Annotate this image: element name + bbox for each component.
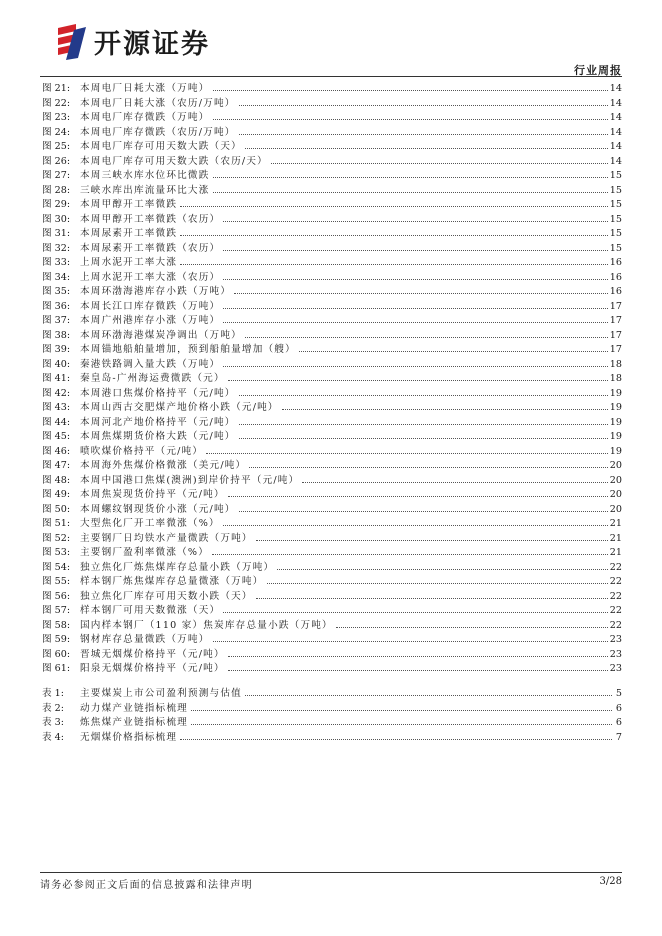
entry-label: 图 33: (42, 257, 71, 268)
entry-label: 图 36: (42, 300, 71, 312)
entry-page: 20 (609, 503, 622, 515)
entry-label: 图 58: (42, 619, 71, 631)
footer-disclaimer: 请务必参阅正文后面的信息披露和法律声明 (40, 880, 253, 891)
dot-leader (245, 148, 608, 149)
figure-entry[interactable] (42, 474, 622, 489)
entry-page: 18 (609, 358, 622, 370)
entry-title: 三峡水库出库流量环比大涨 (80, 184, 210, 196)
entry-title: 本周海外焦煤价格微涨（美元/吨） (80, 460, 247, 471)
figure-entry[interactable] (42, 445, 622, 460)
entry-label: 图 50: (42, 503, 71, 515)
entry-page: 17 (609, 329, 622, 341)
entry-label: 图 26: (42, 155, 71, 167)
entry-label: 图 61: (42, 663, 71, 674)
entry-label: 图 32: (42, 242, 71, 254)
dot-leader (239, 511, 608, 512)
entry-page: 15 (609, 170, 622, 181)
dot-leader (180, 206, 608, 207)
entry-label: 表 1: (42, 688, 64, 699)
entry-label: 图 39: (42, 344, 71, 355)
entry-label: 图 25: (42, 141, 71, 152)
dot-leader (271, 163, 608, 164)
dot-leader (213, 177, 608, 178)
dot-leader (277, 569, 607, 570)
entry-page: 16 (609, 271, 622, 283)
entry-title: 本周三峡水库水位环比微跌 (80, 170, 210, 181)
dot-leader (239, 395, 608, 396)
entry-title: 本周尿素开工率微跌 (80, 228, 178, 239)
figure-entry[interactable] (42, 82, 622, 97)
entry-label: 图 60: (42, 648, 71, 660)
entry-title: 阳泉无烟煤价格持平（元/吨） (80, 663, 225, 674)
dot-leader (239, 105, 608, 106)
entry-title: 主要钢厂盈利率微涨（%） (80, 547, 210, 558)
entry-label: 图 56: (42, 590, 71, 602)
entry-label: 图 35: (42, 286, 71, 297)
figure-entry[interactable] (42, 633, 622, 648)
entry-title: 晋城无烟煤价格持平（元/吨） (80, 648, 225, 660)
dot-leader (191, 710, 612, 711)
entry-label: 图 40: (42, 358, 71, 370)
entry-label: 图 51: (42, 518, 71, 529)
entry-page: 14 (609, 126, 622, 138)
figure-entry[interactable] (42, 488, 622, 503)
dot-leader (239, 424, 608, 425)
table-entry[interactable] (42, 702, 622, 717)
entry-page: 7 (615, 731, 622, 743)
dot-leader (228, 380, 608, 381)
entry-page: 17 (609, 344, 622, 355)
figure-entry[interactable] (42, 198, 622, 213)
entry-page: 14 (609, 83, 622, 94)
entry-page: 19 (609, 402, 622, 413)
dot-leader (223, 525, 608, 526)
entry-page: 14 (609, 97, 622, 109)
figure-entry[interactable] (42, 575, 622, 590)
company-logo (54, 22, 210, 61)
dot-leader (223, 221, 607, 222)
entry-title: 本周电厂日耗大涨（万吨） (80, 83, 210, 94)
figure-entry[interactable] (42, 256, 622, 271)
figure-entry[interactable] (42, 314, 622, 329)
entry-page: 20 (609, 460, 622, 471)
table-list (42, 687, 622, 745)
entry-title: 本周环渤海港库存小跌（万吨） (80, 286, 232, 297)
figure-entry[interactable] (42, 126, 622, 141)
entry-title: 秦港铁路调入量大跌（万吨） (80, 358, 221, 370)
dot-leader (213, 192, 608, 193)
entry-title: 本周港口焦煤价格持平（元/吨） (80, 387, 236, 399)
entry-label: 图 28: (42, 184, 71, 196)
figure-entry[interactable] (42, 430, 622, 445)
dot-leader (228, 496, 608, 497)
entry-page: 22 (609, 605, 622, 616)
entry-label: 图 37: (42, 315, 71, 326)
figure-entry[interactable] (42, 184, 622, 199)
entry-label: 图 29: (42, 199, 71, 210)
dot-leader (256, 540, 608, 541)
dot-leader (223, 366, 607, 367)
table-entry[interactable] (42, 687, 622, 702)
entry-page: 5 (615, 688, 622, 699)
dot-leader (299, 351, 608, 352)
entry-page: 15 (609, 213, 622, 225)
dot-leader (223, 612, 607, 613)
figure-entry[interactable] (42, 401, 622, 416)
figure-entry[interactable] (42, 155, 622, 170)
entry-title: 上周水泥开工率大涨 (80, 257, 178, 268)
dot-leader (191, 724, 612, 725)
entry-page: 19 (609, 431, 622, 442)
figure-entry[interactable] (42, 358, 622, 373)
entry-title: 本周电厂库存微跌（万吨） (80, 112, 210, 123)
dot-leader (223, 322, 607, 323)
figure-entry[interactable] (42, 648, 622, 663)
entry-page: 15 (609, 199, 622, 210)
figure-entry[interactable] (42, 503, 622, 518)
entry-page: 16 (609, 286, 622, 297)
entry-page: 22 (609, 561, 622, 573)
report-type: 行业周报 (574, 64, 622, 77)
entry-label: 图 23: (42, 112, 71, 123)
dot-leader (239, 438, 608, 439)
entry-title: 样本钢厂可用天数微涨（天） (80, 605, 221, 616)
dot-leader (180, 739, 612, 740)
dot-leader (180, 235, 608, 236)
figure-entry[interactable] (42, 416, 622, 431)
logo-mark-icon (54, 24, 88, 60)
dot-leader (213, 90, 608, 91)
entry-page: 14 (609, 155, 622, 167)
entry-title: 无烟煤价格指标梳理 (80, 731, 178, 743)
figure-entry[interactable] (42, 662, 622, 677)
figure-entry[interactable] (42, 242, 622, 257)
entry-label: 图 34: (42, 271, 71, 283)
entry-label: 图 27: (42, 170, 71, 181)
entry-page: 22 (609, 590, 622, 602)
entry-title: 独立焦化厂炼焦煤库存总量小跌（万吨） (80, 561, 275, 573)
figure-entry[interactable] (42, 169, 622, 184)
figure-entry[interactable] (42, 619, 622, 634)
entry-page: 23 (609, 634, 622, 645)
entry-label: 图 41: (42, 373, 71, 384)
entry-page: 16 (609, 257, 622, 268)
entry-page: 22 (609, 576, 622, 587)
entry-label: 图 24: (42, 126, 71, 138)
entry-label: 图 30: (42, 213, 71, 225)
entry-page: 14 (609, 141, 622, 152)
entry-label: 图 57: (42, 605, 71, 616)
table-entry[interactable] (42, 716, 622, 731)
entry-page: 20 (609, 474, 622, 486)
entry-label: 图 31: (42, 228, 71, 239)
entry-page: 17 (609, 315, 622, 326)
entry-page: 19 (609, 445, 622, 457)
figure-entry[interactable] (42, 532, 622, 547)
entry-label: 图 22: (42, 97, 71, 109)
dot-leader (282, 409, 608, 410)
dot-leader (239, 134, 608, 135)
entry-title: 本周焦炭现货价持平（元/吨） (80, 489, 225, 500)
entry-title: 主要煤炭上市公司盈利预测与估值 (80, 688, 242, 699)
figure-entry[interactable] (42, 517, 622, 532)
entry-title: 本周电厂日耗大涨（农历/万吨） (80, 97, 236, 109)
entry-page: 15 (609, 184, 622, 196)
dot-leader (223, 308, 607, 309)
entry-page: 22 (609, 619, 622, 631)
page-number: 3/28 (599, 876, 622, 887)
entry-title: 独立焦化厂库存可用天数小跌（天） (80, 590, 253, 602)
dot-leader (245, 337, 608, 338)
entry-label: 图 42: (42, 387, 71, 399)
entry-label: 图 43: (42, 402, 71, 413)
dot-leader (213, 119, 608, 120)
entry-title: 本周山西古交肥煤产地价格小跌（元/吨） (80, 402, 279, 413)
entry-page: 6 (615, 717, 622, 728)
entry-title: 本周广州港库存小涨（万吨） (80, 315, 221, 326)
entry-title: 本周电厂库存微跌（农历/万吨） (80, 126, 236, 138)
figure-entry[interactable] (42, 285, 622, 300)
dot-leader (223, 279, 607, 280)
entry-title: 本周锚地船舶量增加，预到船舶量增加（艘） (80, 344, 296, 355)
dot-leader (206, 453, 608, 454)
figure-entry[interactable] (42, 227, 622, 242)
logo-text: 开源证券 (94, 29, 210, 60)
dot-leader (267, 583, 608, 584)
entry-label: 图 44: (42, 416, 71, 428)
figure-entry[interactable] (42, 546, 622, 561)
dot-leader (228, 670, 608, 671)
header-divider (40, 76, 622, 77)
entry-page: 15 (609, 242, 622, 254)
entry-title: 主要钢厂日均铁水产量微跌（万吨） (80, 532, 253, 544)
table-entry[interactable] (42, 731, 622, 746)
figure-entry[interactable] (42, 343, 622, 358)
entry-title: 钢材库存总量微跌（万吨） (80, 634, 210, 645)
figure-entry[interactable] (42, 97, 622, 112)
entry-label: 图 48: (42, 474, 71, 486)
entry-title: 本周环渤海港煤炭净调出（万吨） (80, 329, 242, 341)
figure-entry[interactable] (42, 387, 622, 402)
dot-leader (180, 264, 608, 265)
page-header (40, 18, 622, 76)
entry-label: 图 52: (42, 532, 71, 544)
figure-entry[interactable] (42, 111, 622, 126)
entry-title: 本周甲醇开工率微跌（农历） (80, 213, 221, 225)
entry-page: 14 (609, 112, 622, 123)
entry-label: 图 54: (42, 561, 71, 573)
entry-title: 大型焦化厂开工率微涨（%） (80, 518, 220, 529)
entry-label: 图 46: (42, 445, 71, 457)
dot-leader (228, 656, 608, 657)
figure-entry[interactable] (42, 590, 622, 605)
dot-leader (336, 627, 608, 628)
entry-title: 喷吹煤价格持平（元/吨） (80, 445, 204, 457)
entry-title: 本周电厂库存可用天数大跌（农历/天） (80, 155, 268, 167)
figure-entry[interactable] (42, 459, 622, 474)
entry-page: 15 (609, 228, 622, 239)
entry-label: 图 38: (42, 329, 71, 341)
entry-label: 图 55: (42, 576, 71, 587)
entry-label: 图 45: (42, 431, 71, 442)
figure-list (42, 82, 622, 677)
dot-leader (234, 293, 608, 294)
entry-title: 本周焦煤期货价格大跌（元/吨） (80, 431, 236, 442)
entry-label: 表 2: (42, 702, 64, 714)
entry-title: 样本钢厂炼焦煤库存总量微涨（万吨） (80, 576, 264, 587)
dot-leader (302, 482, 607, 483)
dot-leader (249, 467, 607, 468)
entry-page: 23 (609, 648, 622, 660)
dot-leader (223, 250, 607, 251)
entry-page: 17 (609, 300, 622, 312)
dot-leader (212, 554, 608, 555)
entry-page: 19 (609, 387, 622, 399)
figure-entry[interactable] (42, 271, 622, 286)
footer-divider (40, 872, 622, 873)
entry-label: 图 59: (42, 634, 71, 645)
entry-label: 表 4: (42, 731, 64, 743)
entry-label: 图 47: (42, 460, 71, 471)
figure-entry[interactable] (42, 300, 622, 315)
figure-entry[interactable] (42, 561, 622, 576)
entry-title: 国内样本钢厂（110 家）焦炭库存总量小跌（万吨） (80, 619, 333, 631)
entry-page: 23 (609, 663, 622, 674)
entry-title: 本周河北产地价格持平（元/吨） (80, 416, 236, 428)
entry-label: 图 53: (42, 547, 71, 558)
dot-leader (245, 695, 612, 696)
entry-page: 19 (609, 416, 622, 428)
entry-page: 21 (609, 518, 622, 529)
entry-title: 本周长江口库存微跌（万吨） (80, 300, 221, 312)
entry-title: 本周尿素开工率微跌（农历） (80, 242, 221, 254)
entry-title: 本周甲醇开工率微跌 (80, 199, 178, 210)
entry-title: 炼焦煤产业链指标梳理 (80, 717, 188, 728)
entry-title: 秦皇岛-广州海运费微跌（元） (80, 373, 225, 384)
figure-entry[interactable] (42, 604, 622, 619)
entry-title: 本周中国港口焦煤(澳洲)到岸价持平（元/吨） (80, 474, 300, 486)
entry-label: 图 21: (42, 83, 71, 94)
figure-entry[interactable] (42, 213, 622, 228)
dot-leader (213, 641, 608, 642)
entry-label: 图 49: (42, 489, 71, 500)
entry-page: 20 (609, 489, 622, 500)
entry-title: 本周电厂库存可用天数大跌（天） (80, 141, 242, 152)
figure-entry[interactable] (42, 329, 622, 344)
dot-leader (256, 598, 608, 599)
figure-entry[interactable] (42, 372, 622, 387)
entry-title: 上周水泥开工率大涨（农历） (80, 271, 221, 283)
entry-page: 6 (615, 702, 622, 714)
entry-page: 18 (609, 373, 622, 384)
entry-page: 21 (609, 547, 622, 558)
entry-title: 本周螺纹钢现货价小涨（元/吨） (80, 503, 236, 515)
entry-page: 21 (609, 532, 622, 544)
figure-entry[interactable] (42, 140, 622, 155)
entry-label: 表 3: (42, 717, 64, 728)
entry-title: 动力煤产业链指标梳理 (80, 702, 188, 714)
